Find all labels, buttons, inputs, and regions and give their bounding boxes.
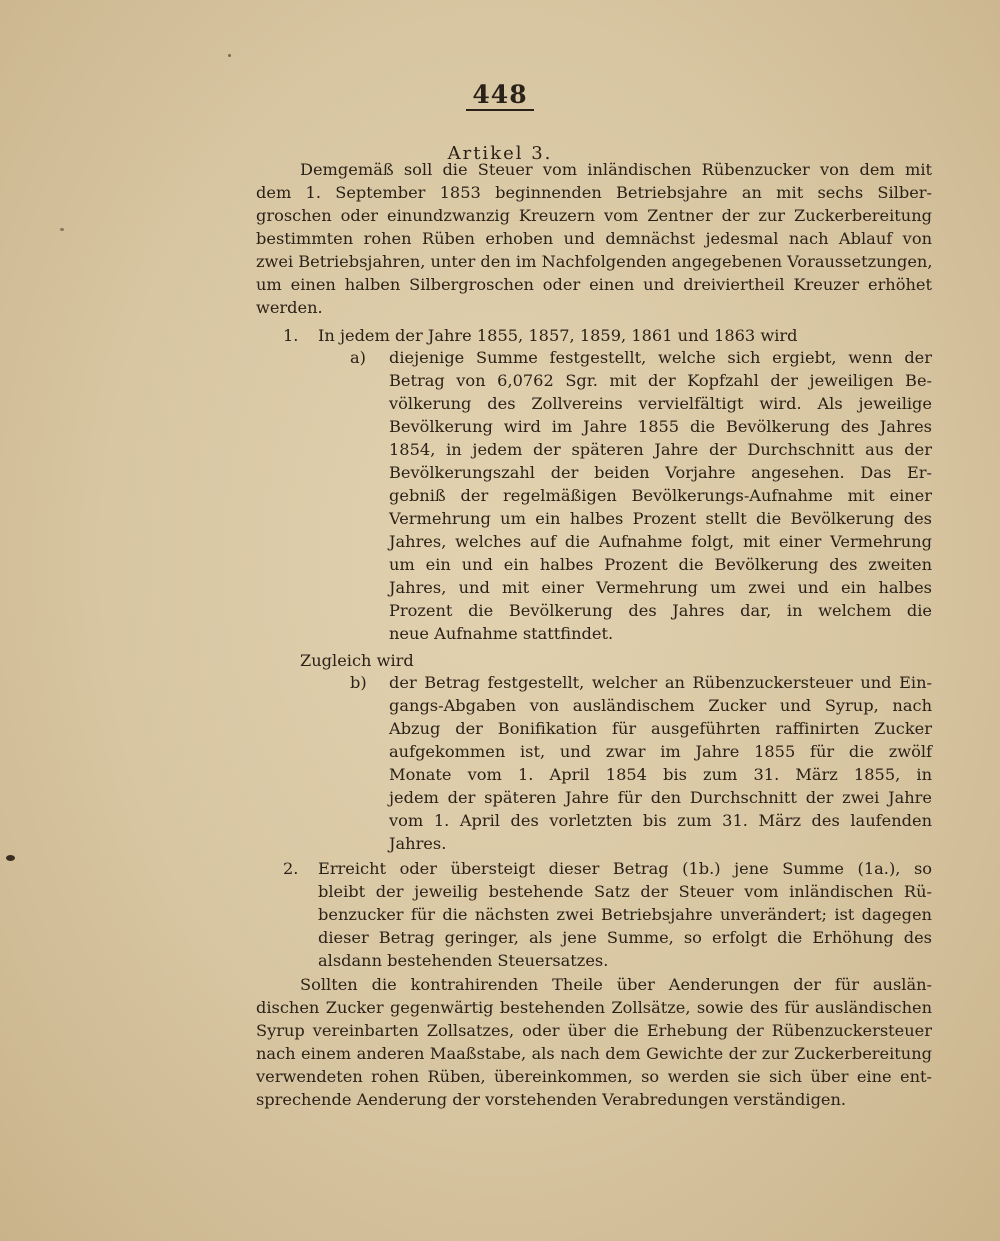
intro-line: dem 1. September 1853 beginnenden Betriebsjahre an mit sechs Silber- (256, 183, 932, 202)
item-2-line: dieser Betrag geringer, als jene Summe, so erfolgt die Erhöhung des (318, 928, 932, 947)
item-1a-line: diejenige Summe festgestellt, welche sich ergiebt, wenn der (389, 348, 932, 367)
item-1a-marker: a) (350, 348, 366, 367)
item-1a-line: 1854, in jedem der späteren Jahre der Durchschnitt aus der (389, 440, 932, 459)
intro-line: groschen oder einundzwanzig Kreuzern vom Zentner der zur Zuckerbereitung (256, 206, 932, 225)
item-1a-line: Bevölkerung wird im Jahre 1855 die Bevölkerung des Jahres (389, 417, 932, 436)
item-1-line: In jedem der Jahre 1855, 1857, 1859, 1861 und 1863 wird (318, 326, 798, 345)
item-1b-line: Monate vom 1. April 1854 bis zum 31. März 1855, in (389, 765, 932, 784)
item-2-line: Erreicht oder übersteigt dieser Betrag (1b.) jene Summe (1a.), so (318, 859, 932, 878)
intro-line: um einen halben Silbergroschen oder einen und dreiviertheil Kreuzer erhöhet (256, 275, 932, 294)
closing-line: dischen Zucker gegenwärtig bestehenden Zollsätze, sowie des für ausländischen (256, 998, 932, 1017)
zugleich-line: Zugleich wird (300, 651, 414, 670)
closing-line: sprechende Aenderung der vorstehenden Verabredungen verständigen. (256, 1090, 847, 1109)
item-1a-line: Prozent die Bevölkerung des Jahres dar, in welchem die (389, 601, 932, 620)
item-1b-line: aufgekommen ist, und zwar im Jahre 1855 für die zwölf (389, 742, 932, 761)
intro-line: werden. (256, 298, 323, 317)
page-number: 448 (0, 80, 1000, 109)
item-1b-line: vom 1. April des vorletzten bis zum 31. März des laufenden (389, 811, 932, 830)
intro-line: Demgemäß soll die Steuer vom inländischen Rübenzucker von dem mit (300, 160, 932, 179)
closing-line: Sollten die kontrahirenden Theile über Aenderungen der für auslän- (300, 975, 932, 994)
closing-line: Syrup vereinbarten Zollsatzes, oder über die Erhebung der Rübenzuckersteuer (256, 1021, 932, 1040)
item-2-line: benzucker für die nächsten zwei Betriebsjahre unverändert; ist dagegen (318, 905, 932, 924)
item-1b-line: der Betrag festgestellt, welcher an Rübenzuckersteuer und Ein- (389, 673, 932, 692)
intro-line: zwei Betriebsjahren, unter den im Nachfolgenden angegebenen Voraussetzungen, (256, 252, 933, 271)
ink-speck (60, 228, 64, 231)
item-1-marker: 1. (283, 326, 299, 345)
ink-speck (228, 54, 231, 57)
item-2-line: bleibt der jeweilig bestehende Satz der Steuer vom inländischen Rü- (318, 882, 932, 901)
item-1b-marker: b) (350, 673, 367, 692)
item-2-line: alsdann bestehenden Steuersatzes. (318, 951, 609, 970)
item-1b-line: Jahres. (389, 834, 447, 853)
item-2-marker: 2. (283, 859, 299, 878)
closing-line: verwendeten rohen Rüben, übereinkommen, so werden sie sich über eine ent- (256, 1067, 932, 1086)
item-1a-line: Jahres, und mit einer Vermehrung um zwei und ein halbes (389, 578, 932, 597)
item-1a-line: Betrag von 6,0762 Sgr. mit der Kopfzahl der jeweiligen Be- (389, 371, 932, 390)
article-title: Artikel 3. (447, 143, 553, 164)
item-1a-line: um ein und ein halbes Prozent die Bevölkerung des zweiten (389, 555, 932, 574)
item-1b-line: Abzug der Bonifikation für ausgeführten raffinirten Zucker (389, 719, 932, 738)
closing-line: nach einem anderen Maaßstabe, als nach dem Gewichte der zur Zuckerbereitung (256, 1044, 932, 1063)
item-1a-line: Vermehrung um ein halbes Prozent stellt die Bevölkerung des (389, 509, 932, 528)
item-1a-line: Jahres, welches auf die Aufnahme folgt, mit einer Vermehrung (389, 532, 932, 551)
item-1b-line: jedem der späteren Jahre für den Durchschnitt der zwei Jahre (389, 788, 932, 807)
intro-line: bestimmten rohen Rüben erhoben und demnächst jedesmal nach Ablauf von (256, 229, 932, 248)
item-1a-line: gebniß der regelmäßigen Bevölkerungs-Aufnahme mit einer (389, 486, 932, 505)
ink-speck (6, 855, 15, 861)
item-1a-line: Bevölkerungszahl der beiden Vorjahre angesehen. Das Er- (389, 463, 932, 482)
item-1b-line: gangs-Abgaben von ausländischem Zucker und Syrup, nach (389, 696, 932, 715)
item-1a-line: neue Aufnahme stattfindet. (389, 624, 614, 643)
item-1a-line: völkerung des Zollvereins vervielfältigt wird. Als jeweilige (389, 394, 932, 413)
